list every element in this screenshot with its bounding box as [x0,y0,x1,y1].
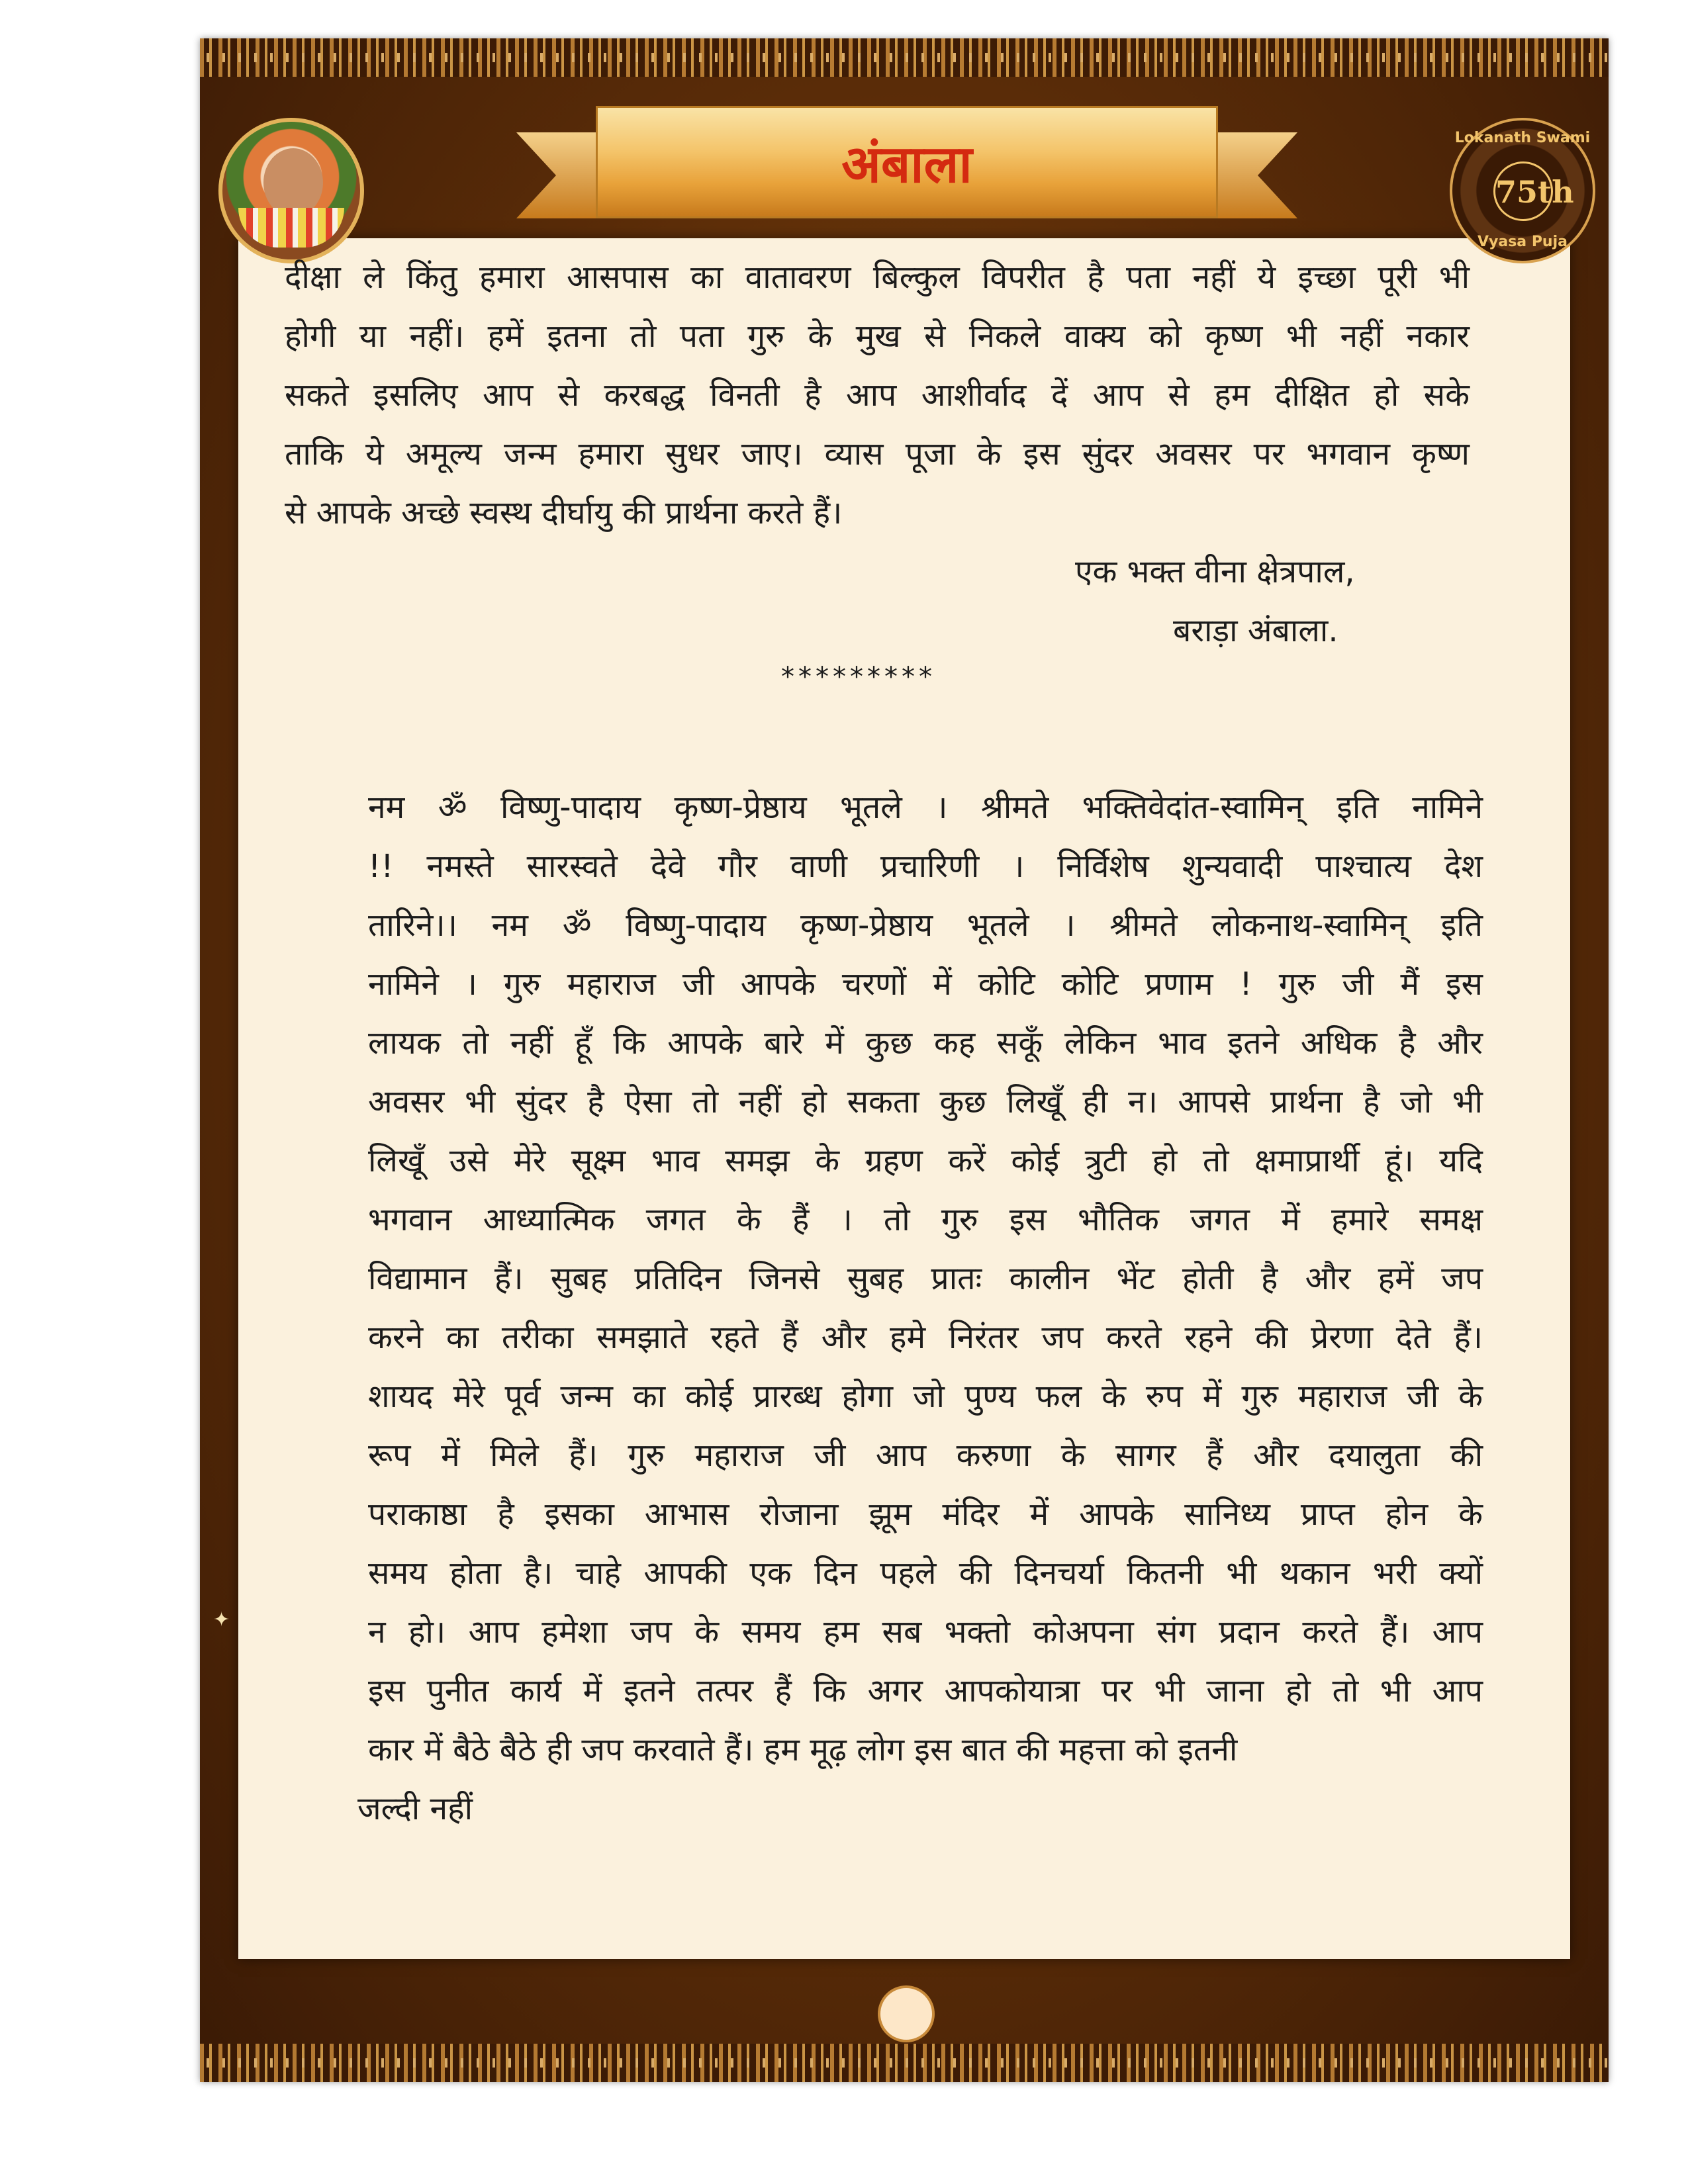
letter-one-line: होगी या नहीं। हमें इतना तो पता गुरु के मुख से निकले वाक्य को कृष्ण भी नहीं नकार [285,318,1470,355]
letter-two-line: विद्यामान हैं। सुबह प्रतिदिन जिनसे सुबह प्रातः कालीन भेंट होती है और हमें जप [368,1260,1483,1297]
portrait-face [263,148,323,217]
letter-two-line: लिखूँ उसे मेरे सूक्ष्म भाव समझ के ग्रहण करें कोई त्रुटी हो तो क्षमाप्रार्थी हूं। यदि [368,1142,1483,1179]
sparkle-decoration: ✦ [213,1608,230,1631]
letter-two-line: जल्दी नहीं [357,1790,473,1827]
letter-one-line: से आपके अच्छे स्वस्थ दीर्घायु की प्रार्थना करते हैं। [285,494,843,531]
signature-name: एक भक्त वीना क्षेत्रपाल, [1075,553,1355,590]
guru-portrait [218,118,364,263]
portrait-garland [238,208,344,248]
letter-two-line: नम ॐ विष्णु-पादाय कृष्ण-प्रेष्ठाय भूतले । श्रीमते भक्तिवेदांत-स्वामिन् इति नामिने [368,789,1483,826]
signature-place: बराड़ा अंबाला. [1173,612,1338,649]
seal-bottom-text: Vyasa Puja [1477,234,1568,250]
letter-two-line: पराकाष्ठा है इसका आभास रोजाना झूम मंदिर में आपके सानिध्य प्राप्त होन के [368,1496,1483,1533]
title-ribbon [596,106,1218,218]
page-title: अंबाला [841,135,972,195]
decorative-border-top [200,38,1609,77]
seal-number: 75th [1493,161,1553,221]
decorative-border-bottom [200,2044,1609,2082]
letter-two-line: न हो। आप हमेशा जप के समय हम सब भक्तो कोअपना संग प्रदान करते हैं। आप [368,1614,1483,1651]
letter-two-line: तारिने।। नम ॐ विष्णु-पादाय कृष्ण-प्रेष्ठाय भूतले । श्रीमते लोकनाथ-स्वामिन् इति [368,907,1483,944]
letter-two-line: !! नमस्ते सारस्वते देवे गौर वाणी प्रचारिणी । निर्विशेष शुन्यवादी पाश्चात्य देश [368,848,1483,885]
letter-one-line: सकते इसलिए आप से करबद्ध विनती है आप आशीर्वाद दें आप से हम दीक्षित हो सके [285,377,1470,414]
section-separator: ********* [781,662,936,692]
letter-two-line: अवसर भी सुंदर है ऐसा तो नहीं हो सकता कुछ लिखूँ ही न। आपसे प्रार्थना है जो भी [368,1083,1483,1120]
letter-two-line: रूप में मिले हैं। गुरु महाराज जी आप करुणा के सागर हैं और दयालुता की [368,1437,1483,1474]
letter-two-line: कार में बैठे बैठे ही जप करवाते हैं। हम मूढ़ लोग इस बात की महत्ता को इतनी [368,1731,1238,1768]
letter-one-line: ताकि ये अमूल्य जन्म हमारा सुधर जाए। व्यास पूजा के इस सुंदर अवसर पर भगवान कृष्ण [285,435,1470,473]
letter-two-line: समय होता है। चाहे आपकी एक दिन पहले की दिनचर्या कितनी भी थकान भरी क्यों [368,1555,1483,1592]
letter-one-line: दीक्षा ले किंतु हमारा आसपास का वातावरण बिल्कुल विपरीत है पता नहीं ये इच्छा पूरी भी [285,259,1470,296]
page-marker-circle [878,1985,935,2042]
letter-two-line: शायद मेरे पूर्व जन्म का कोई प्रारब्ध होगा जो पुण्य फल के रुप में गुरु महाराज जी के [368,1378,1483,1415]
letter-two-line: करने का तरीका समझाते रहते हैं और हमे निरंतर जप करते रहने की प्रेरणा देते हैं। [368,1319,1483,1356]
letter-two-line: भगवान आध्यात्मिक जगत के हैं । तो गुरु इस भौतिक जगत में हमारे समक्ष [368,1201,1483,1238]
letter-two-line: लायक तो नहीं हूँ कि आपके बारे में कुछ कह सकूँ लेकिन भाव इतने अधिक है और [368,1024,1483,1062]
vyasa-puja-seal [1450,118,1595,263]
seal-top-text: Lokanath Swami [1454,130,1591,146]
letter-two-line: नामिने । गुरु महाराज जी आपके चरणों में कोटि कोटि प्रणाम ! गुरु जी मैं इस [368,966,1483,1003]
letter-two-line: इस पुनीत कार्य में इतने तत्पर हैं कि अगर आपकोयात्रा पर भी जाना हो तो भी आप [368,1672,1483,1709]
